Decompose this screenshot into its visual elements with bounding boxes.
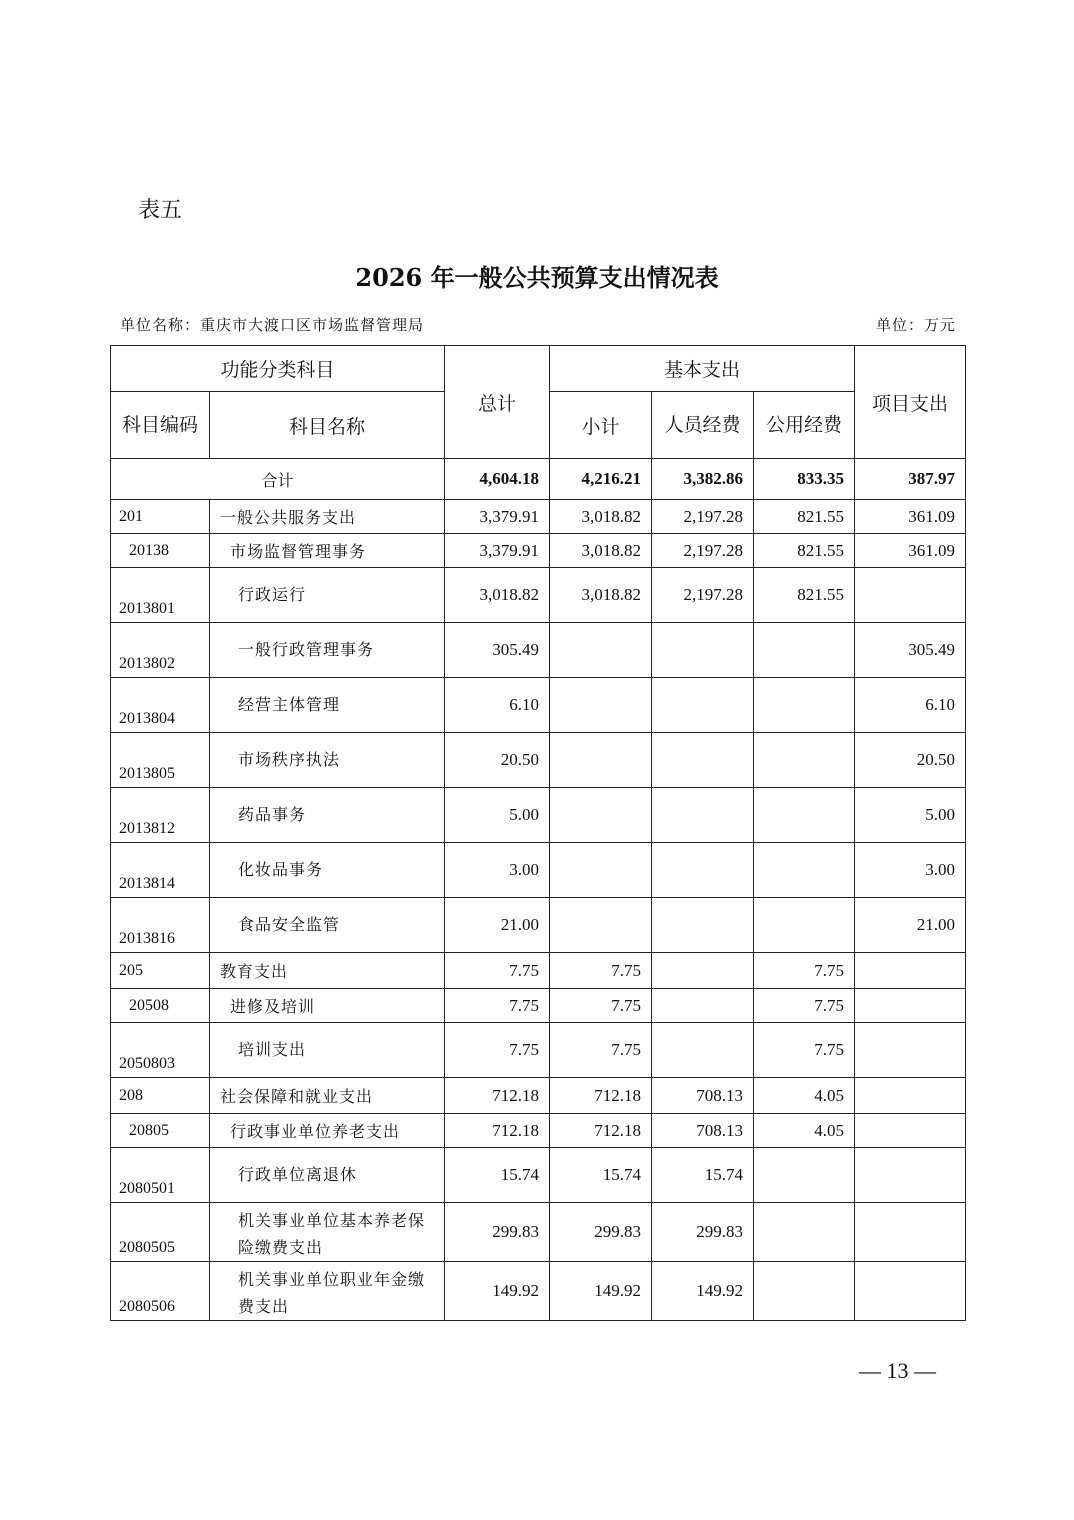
header-total: 总计 [445, 346, 550, 459]
row-project: 20.50 [855, 733, 966, 788]
row-total: 3,018.82 [445, 568, 550, 623]
budget-table [110, 345, 966, 1321]
row-subtotal: 3,018.82 [550, 500, 652, 534]
row-personnel [652, 843, 754, 898]
row-subtotal: 712.18 [550, 1078, 652, 1114]
table-row [111, 500, 966, 534]
row-total: 7.75 [445, 1023, 550, 1078]
row-code: 2013805 [111, 733, 210, 788]
row-project: 6.10 [855, 678, 966, 733]
total-personnel: 3,382.86 [652, 459, 754, 500]
row-project [855, 1023, 966, 1078]
row-public [754, 898, 855, 953]
row-total: 21.00 [445, 898, 550, 953]
total-total: 4,604.18 [445, 459, 550, 500]
row-subtotal [550, 623, 652, 678]
row-code: 2080506 [111, 1262, 210, 1321]
row-project [855, 1114, 966, 1148]
row-public [754, 1148, 855, 1203]
header-personnel: 人员经费 [652, 392, 754, 459]
row-total: 299.83 [445, 1203, 550, 1262]
row-project: 3.00 [855, 843, 966, 898]
row-subtotal [550, 678, 652, 733]
row-name: 药品事务 [210, 788, 445, 843]
row-project: 361.09 [855, 500, 966, 534]
header-func-class: 功能分类科目 [111, 346, 445, 392]
table-row [111, 623, 966, 678]
row-public [754, 623, 855, 678]
total-subtotal: 4,216.21 [550, 459, 652, 500]
table-row [111, 843, 966, 898]
row-personnel [652, 788, 754, 843]
row-public: 4.05 [754, 1078, 855, 1114]
row-personnel: 299.83 [652, 1203, 754, 1262]
row-public [754, 843, 855, 898]
row-name: 一般公共服务支出 [210, 500, 445, 534]
row-name: 一般行政管理事务 [210, 623, 445, 678]
row-total: 3,379.91 [445, 500, 550, 534]
row-public: 821.55 [754, 534, 855, 568]
row-project [855, 1078, 966, 1114]
row-total: 305.49 [445, 623, 550, 678]
table-row [111, 733, 966, 788]
unit-name: 单位名称：重庆市大渡口区市场监督管理局 [120, 316, 425, 334]
row-personnel [652, 953, 754, 989]
row-total: 15.74 [445, 1148, 550, 1203]
header-public: 公用经费 [754, 392, 855, 459]
row-public [754, 788, 855, 843]
row-name: 化妆品事务 [210, 843, 445, 898]
row-code: 2013812 [111, 788, 210, 843]
row-public [754, 678, 855, 733]
table-row [111, 898, 966, 953]
row-subtotal [550, 788, 652, 843]
row-total: 20.50 [445, 733, 550, 788]
header-basic: 基本支出 [550, 346, 855, 392]
row-code: 2013804 [111, 678, 210, 733]
row-project [855, 989, 966, 1023]
row-code: 2050803 [111, 1023, 210, 1078]
row-project: 305.49 [855, 623, 966, 678]
row-personnel: 708.13 [652, 1114, 754, 1148]
row-subtotal: 3,018.82 [550, 534, 652, 568]
row-code: 2080505 [111, 1203, 210, 1262]
row-subtotal: 299.83 [550, 1203, 652, 1262]
row-name: 机关事业单位基本养老保险缴费支出 [210, 1203, 445, 1262]
row-total: 712.18 [445, 1078, 550, 1114]
row-personnel: 708.13 [652, 1078, 754, 1114]
row-subtotal: 7.75 [550, 953, 652, 989]
unit-label: 单位：万元 [875, 316, 956, 334]
row-project [855, 1262, 966, 1321]
row-subtotal: 7.75 [550, 989, 652, 1023]
table-row [111, 788, 966, 843]
row-public [754, 1262, 855, 1321]
row-personnel [652, 898, 754, 953]
row-personnel: 2,197.28 [652, 500, 754, 534]
row-subtotal: 7.75 [550, 1023, 652, 1078]
row-subtotal [550, 898, 652, 953]
row-code: 201 [111, 500, 210, 534]
total-label: 合计 [111, 459, 445, 500]
table-row [111, 1262, 966, 1321]
row-code: 208 [111, 1078, 210, 1114]
row-total: 7.75 [445, 953, 550, 989]
header-project: 项目支出 [855, 346, 966, 459]
row-personnel [652, 678, 754, 733]
row-total: 5.00 [445, 788, 550, 843]
row-public: 821.55 [754, 568, 855, 623]
row-public: 7.75 [754, 1023, 855, 1078]
row-personnel: 15.74 [652, 1148, 754, 1203]
row-code: 20138 [111, 534, 210, 568]
row-personnel: 2,197.28 [652, 534, 754, 568]
row-code: 2013814 [111, 843, 210, 898]
row-project [855, 1203, 966, 1262]
row-code: 2013816 [111, 898, 210, 953]
row-personnel: 149.92 [652, 1262, 754, 1321]
row-public [754, 1203, 855, 1262]
row-subtotal [550, 733, 652, 788]
row-code: 2013801 [111, 568, 210, 623]
total-public: 833.35 [754, 459, 855, 500]
row-total: 712.18 [445, 1114, 550, 1148]
table-row [111, 1148, 966, 1203]
row-code: 205 [111, 953, 210, 989]
row-code: 2013802 [111, 623, 210, 678]
row-public: 4.05 [754, 1114, 855, 1148]
row-personnel [652, 733, 754, 788]
row-name: 食品安全监管 [210, 898, 445, 953]
row-code: 20805 [111, 1114, 210, 1148]
table-row [111, 534, 966, 568]
row-total: 3.00 [445, 843, 550, 898]
row-code: 20508 [111, 989, 210, 1023]
row-name: 社会保障和就业支出 [210, 1078, 445, 1114]
table-row [111, 678, 966, 733]
row-total: 149.92 [445, 1262, 550, 1321]
row-name: 行政事业单位养老支出 [210, 1114, 445, 1148]
row-public: 821.55 [754, 500, 855, 534]
row-project: 361.09 [855, 534, 966, 568]
row-name: 市场秩序执法 [210, 733, 445, 788]
total-row [111, 459, 966, 500]
row-public [754, 733, 855, 788]
row-name: 行政运行 [210, 568, 445, 623]
row-public: 7.75 [754, 953, 855, 989]
row-personnel [652, 623, 754, 678]
row-public: 7.75 [754, 989, 855, 1023]
row-name: 机关事业单位职业年金缴费支出 [210, 1262, 445, 1321]
header-name: 科目名称 [210, 392, 445, 459]
row-name: 培训支出 [210, 1023, 445, 1078]
row-project [855, 953, 966, 989]
row-name: 进修及培训 [210, 989, 445, 1023]
row-project: 21.00 [855, 898, 966, 953]
row-project [855, 568, 966, 623]
row-subtotal: 3,018.82 [550, 568, 652, 623]
page-number: — 13 — [859, 1358, 936, 1383]
table-row [111, 568, 966, 623]
row-project [855, 1148, 966, 1203]
row-code: 2080501 [111, 1148, 210, 1203]
table-row [111, 1203, 966, 1262]
row-subtotal: 15.74 [550, 1148, 652, 1203]
row-project: 5.00 [855, 788, 966, 843]
table-label: 表五 [138, 198, 183, 223]
row-total: 6.10 [445, 678, 550, 733]
row-name: 行政单位离退休 [210, 1148, 445, 1203]
table-row [111, 1078, 966, 1114]
header-code: 科目编码 [111, 392, 210, 459]
row-total: 3,379.91 [445, 534, 550, 568]
page-title: 2026 年一般公共预算支出情况表 [355, 263, 719, 292]
row-name: 教育支出 [210, 953, 445, 989]
header-subtotal: 小计 [550, 392, 652, 459]
row-total: 7.75 [445, 989, 550, 1023]
row-name: 经营主体管理 [210, 678, 445, 733]
total-project: 387.97 [855, 459, 966, 500]
row-personnel: 2,197.28 [652, 568, 754, 623]
row-subtotal: 149.92 [550, 1262, 652, 1321]
row-subtotal [550, 843, 652, 898]
table-row [111, 1114, 966, 1148]
row-name: 市场监督管理事务 [210, 534, 445, 568]
row-personnel [652, 989, 754, 1023]
row-subtotal: 712.18 [550, 1114, 652, 1148]
row-personnel [652, 1023, 754, 1078]
table-row [111, 989, 966, 1023]
table-row [111, 1023, 966, 1078]
table-row [111, 953, 966, 989]
